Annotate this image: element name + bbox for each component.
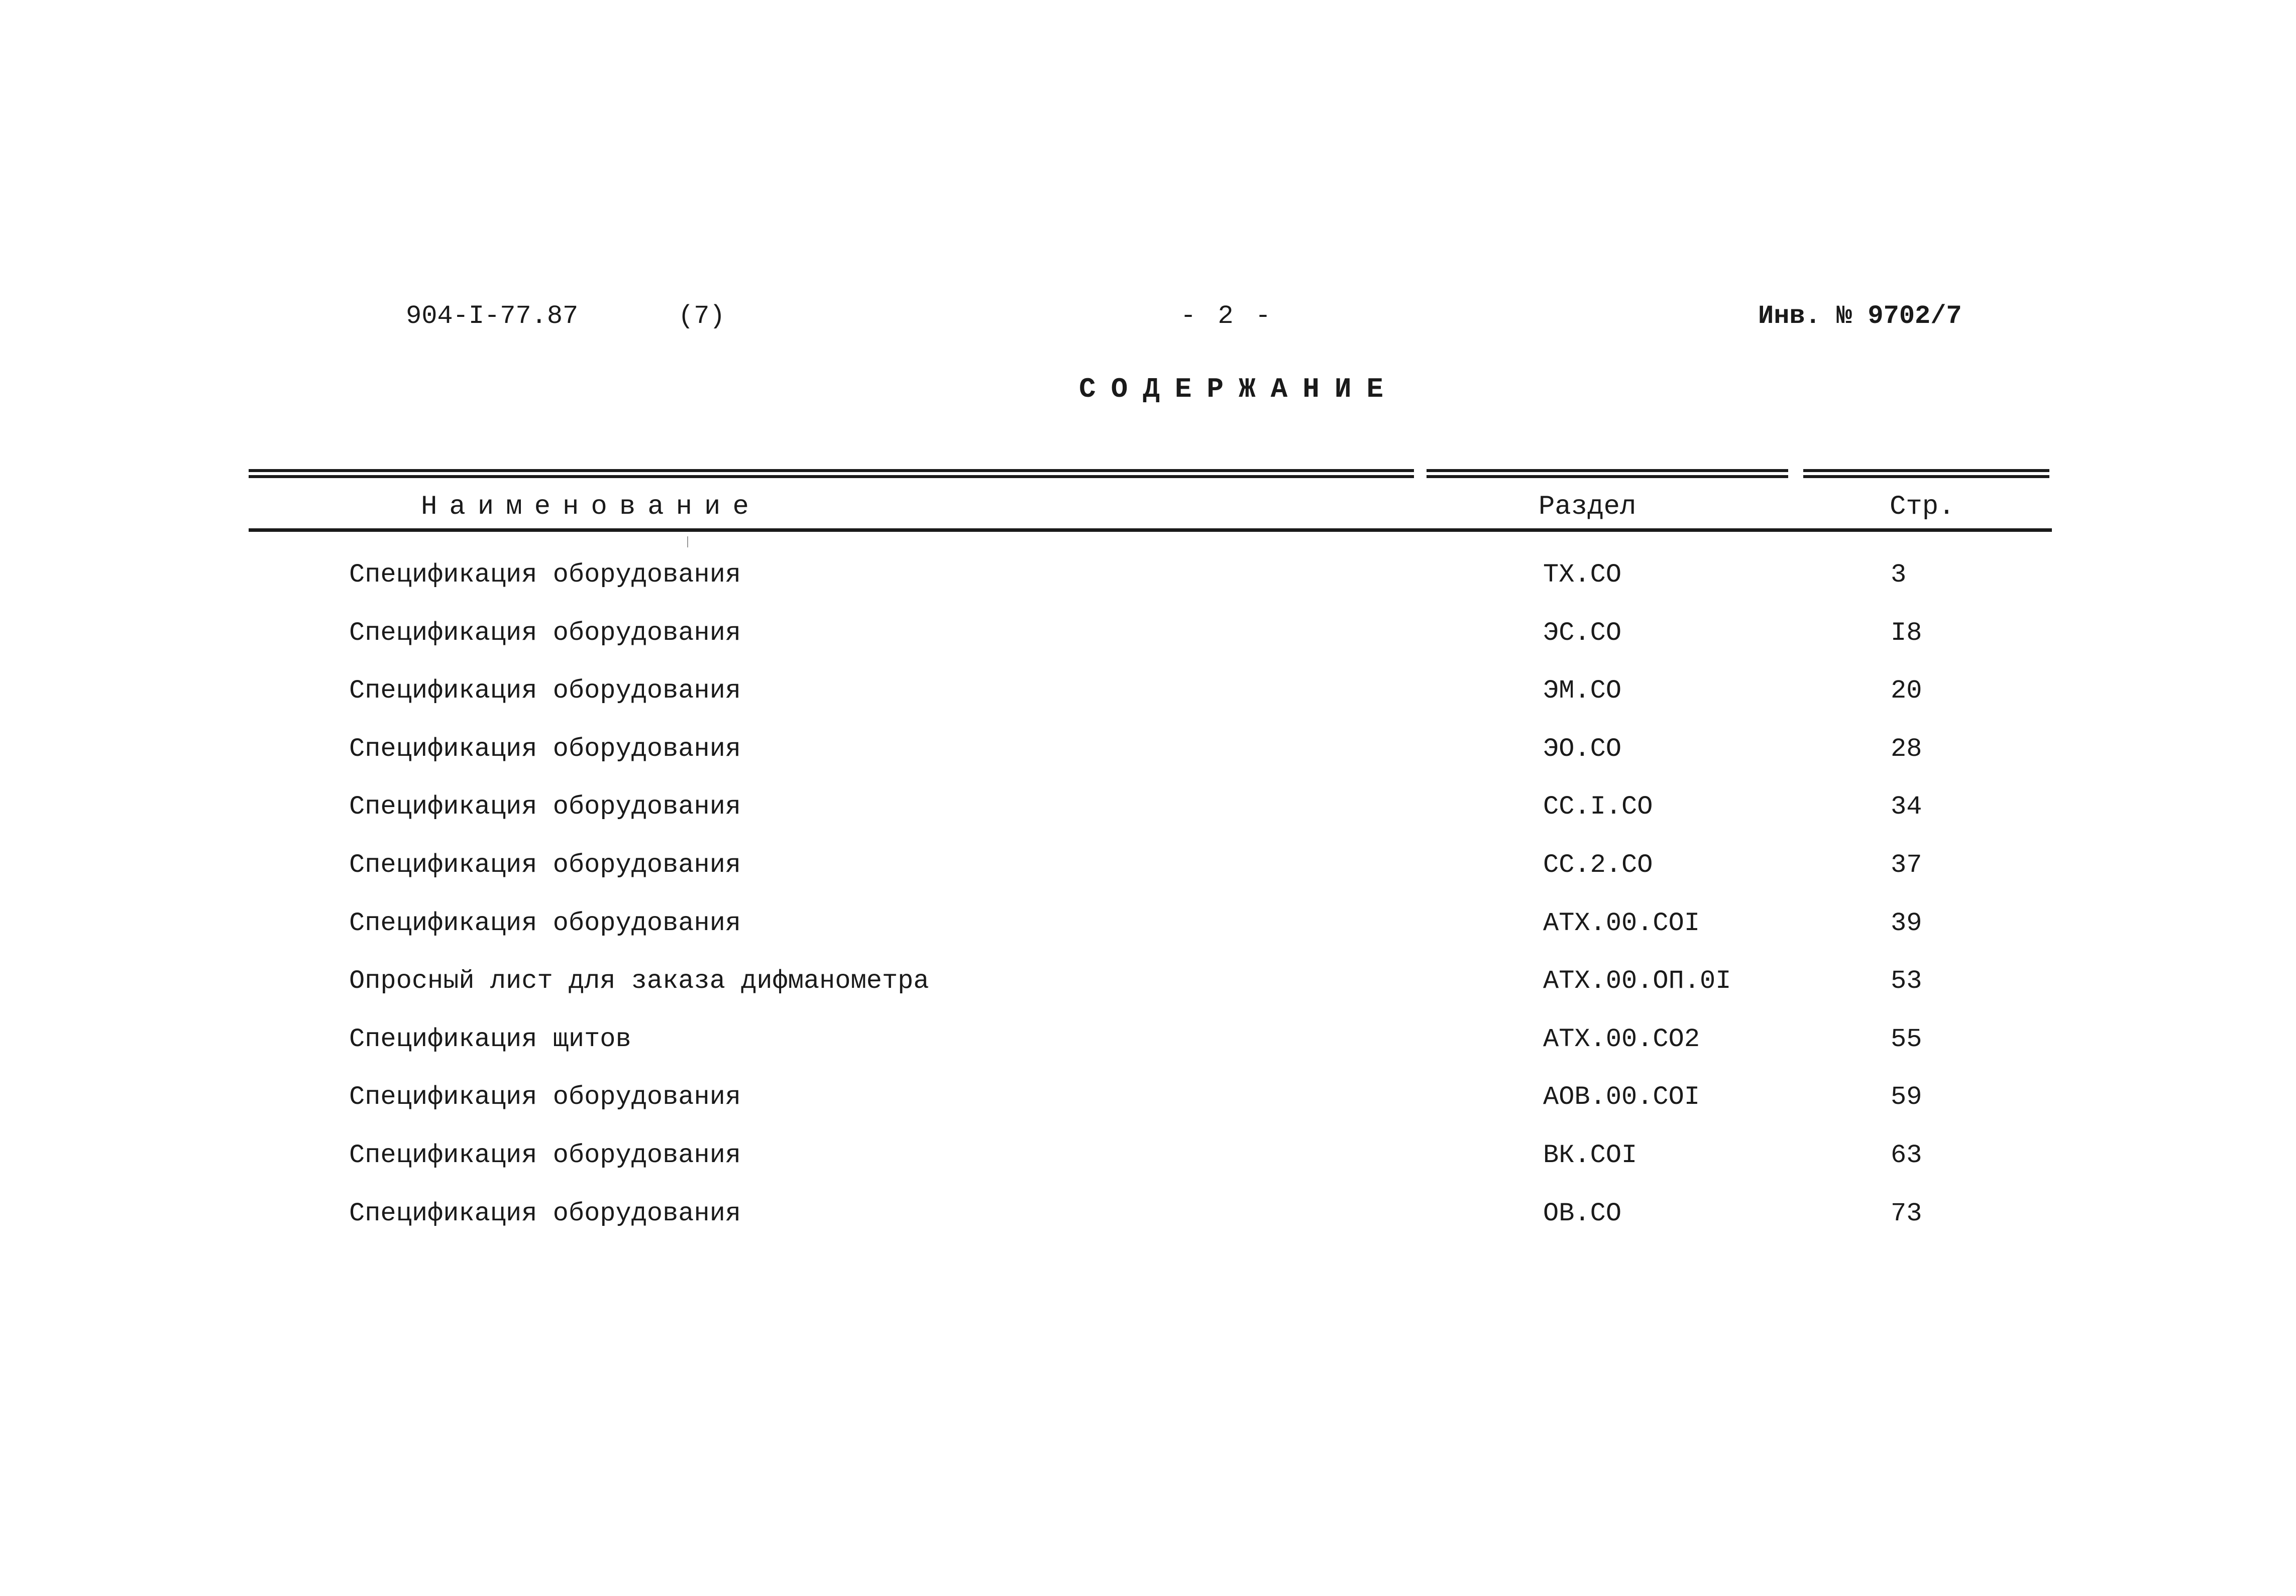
row-name: Спецификация оборудования — [349, 908, 741, 938]
column-header-page: Стр. — [1890, 492, 1955, 522]
row-section: АТХ.00.СОI — [1543, 908, 1700, 938]
table-row — [0, 673, 2296, 732]
row-section: СС.2.СО — [1543, 850, 1653, 880]
row-name: Спецификация оборудования — [349, 1082, 741, 1112]
row-name: Спецификация оборудования — [349, 1140, 741, 1170]
row-page: 59 — [1891, 1082, 1922, 1112]
table-top-rule-section — [1427, 469, 1788, 478]
row-section: ЭМ.СО — [1543, 676, 1622, 706]
row-page: 63 — [1891, 1140, 1922, 1170]
row-page: 39 — [1891, 908, 1922, 938]
row-section: АТХ.00.СО2 — [1543, 1024, 1700, 1054]
row-page: 53 — [1891, 966, 1922, 996]
row-page: 55 — [1891, 1024, 1922, 1054]
column-header-section: Раздел — [1539, 492, 1636, 522]
row-name: Спецификация щитов — [349, 1024, 631, 1054]
row-name: Спецификация оборудования — [349, 1198, 741, 1228]
row-page: 73 — [1891, 1198, 1922, 1228]
table-row — [0, 1196, 2296, 1255]
row-section: АТХ.00.ОП.0I — [1543, 966, 1731, 996]
page-number: - 2 - — [1180, 301, 1274, 331]
row-page: 28 — [1891, 734, 1922, 764]
row-name: Спецификация оборудования — [349, 618, 741, 648]
header-divider — [249, 528, 2052, 532]
row-page: 3 — [1891, 560, 1907, 590]
row-section: ВК.СОI — [1543, 1140, 1637, 1170]
row-name: Спецификация оборудования — [349, 734, 741, 764]
table-row — [0, 964, 2296, 1022]
row-page: 20 — [1891, 676, 1922, 706]
row-name: Спецификация оборудования — [349, 850, 741, 880]
table-row — [0, 557, 2296, 616]
row-name: Опросный лист для заказа дифманометра — [349, 966, 929, 996]
issue-number: (7) — [678, 301, 725, 331]
row-page: I8 — [1891, 618, 1922, 648]
table-row — [0, 732, 2296, 790]
scan-mark — [687, 536, 688, 547]
table-row — [0, 1022, 2296, 1080]
row-section: ЭС.СО — [1543, 618, 1622, 648]
table-top-rule-name — [249, 469, 1414, 478]
row-section: АОВ.00.СОI — [1543, 1082, 1700, 1112]
document-code: 904-I-77.87 — [406, 301, 579, 331]
row-section: СС.I.СО — [1543, 792, 1653, 822]
row-section: ТХ.СО — [1543, 560, 1622, 590]
table-row — [0, 616, 2296, 674]
table-row — [0, 906, 2296, 964]
column-header-name: Наименование — [421, 492, 761, 522]
contents-table-body — [0, 557, 2296, 1254]
row-section: ЭО.СО — [1543, 734, 1622, 764]
row-name: Спецификация оборудования — [349, 676, 741, 706]
table-row — [0, 789, 2296, 848]
row-page: 37 — [1891, 850, 1922, 880]
table-row — [0, 1080, 2296, 1138]
row-name: Спецификация оборудования — [349, 560, 741, 590]
page-title: СОДЕРЖАНИЕ — [1079, 373, 1399, 405]
row-section: ОВ.СО — [1543, 1198, 1622, 1228]
table-row — [0, 848, 2296, 906]
table-row — [0, 1138, 2296, 1196]
row-name: Спецификация оборудования — [349, 792, 741, 822]
table-top-rule-page — [1803, 469, 2049, 478]
row-page: 34 — [1891, 792, 1922, 822]
inventory-number: Инв. № 9702/7 — [1758, 301, 1962, 331]
